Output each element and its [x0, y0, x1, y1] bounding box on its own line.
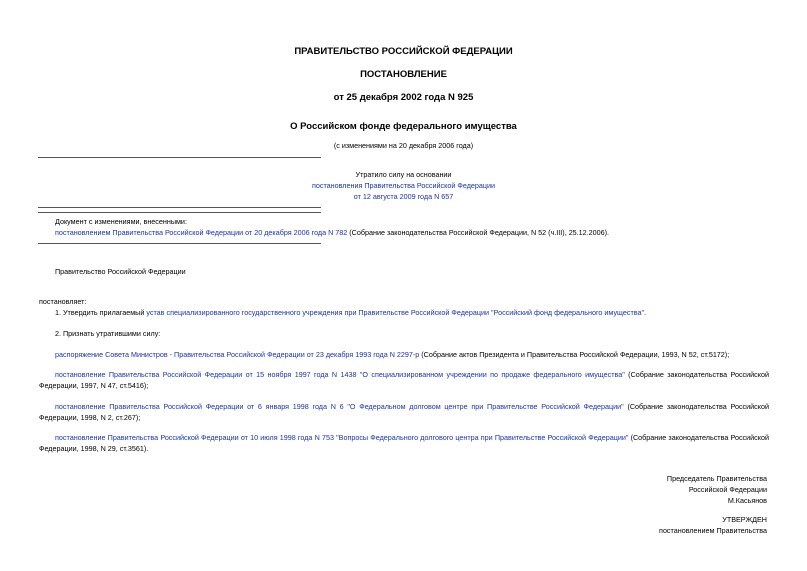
- date-number-heading: от 25 декабря 2002 года N 925: [333, 92, 474, 103]
- divider: [38, 207, 321, 208]
- item-2: 2. Признать утратившими силу:: [55, 329, 161, 338]
- divider: [38, 243, 321, 244]
- government-text: Правительство Российской Федерации: [55, 267, 186, 276]
- signature-name: М.Касьянов: [727, 496, 767, 505]
- signature-country: Российской Федерации: [688, 485, 767, 494]
- repealed-item-3: постановление Правительства Российской Федерации от 6 января 1998 года N 6 "О Федеральном долговом центре при Правительстве Российской Федерации" (Собрание законодательства Российской Федерации, 1998, N 2, ст.267);: [39, 402, 769, 422]
- changes-note: (с изменениями на 20 декабря 2006 года): [333, 141, 474, 150]
- repealed-item-4: постановление Правительства Российской Федерации от 10 июля 1998 года N 753 "Вопросы Федерального долгового центра при Правительстве Российской Федерации" (Собрание законодательства Российской Федерации, 1998, N 29, ст.3561).: [39, 433, 770, 453]
- divider: [38, 157, 321, 158]
- decrees-text: постановляет:: [39, 297, 87, 306]
- repealed-item-1: распоряжение Совета Министров - Правительства Российской Федерации от 23 декабря 1993 года N 2297-р (Собрание актов Президента и Правительства Российской Федерации, 1993, N 52, ст.5172);: [55, 350, 730, 359]
- signature-position: Председатель Правительства: [666, 474, 767, 483]
- government-heading: ПРАВИТЕЛЬСТВО РОССИЙСКОЙ ФЕДЕРАЦИИ: [294, 46, 513, 57]
- repealed-item-2: постановление Правительства Российской Федерации от 15 ноября 1997 года N 1438 "О специализированном учреждении по продаже федерального имущества" (Собрание законодательства Российской Федерации, 1997, N 47, ст.5416);: [39, 370, 770, 390]
- charter-link[interactable]: устав специализированного государственного учреждения при Правительстве Российской Федерации "Российский фонд федерального имущества": [146, 308, 645, 317]
- signature-block: [667, 473, 767, 506]
- repeal-link-line1[interactable]: постановления Правительства Российской Федерации: [311, 181, 496, 190]
- item-1: 1. Утвердить прилагаемый устав специализированного государственного учреждения при Правительстве Российской Федерации "Российский фонд федерального имущества".: [55, 308, 647, 317]
- repealed-link-1[interactable]: распоряжение Совета Министров - Правительства Российской Федерации от 23 декабря 1993 года N 2297-р: [55, 350, 420, 359]
- repeal-link-line2[interactable]: от 12 августа 2009 года N 657: [353, 192, 454, 201]
- divider: [38, 212, 321, 213]
- amendment-source: (Собрание законодательства Российской Федерации, N 52 (ч.III), 25.12.2006).: [347, 228, 610, 237]
- doc-type-heading: ПОСТАНОВЛЕНИЕ: [360, 69, 447, 80]
- repealed-link-3[interactable]: постановление Правительства Российской Федерации от 6 января 1998 года N 6 "О Федеральном долговом центре при Правительстве Российской Федерации": [55, 402, 624, 411]
- approved-block: [659, 514, 767, 536]
- amendment-link[interactable]: постановлением Правительства Российской Федерации от 20 декабря 2006 года N 782: [55, 228, 348, 237]
- repealed-link-4[interactable]: постановление Правительства Российской Федерации от 10 июля 1998 года N 753 "Вопросы Федерального долгового центра при Правительстве Российской Федерации": [55, 433, 629, 442]
- repeal-text: Утратило силу на основании: [355, 170, 452, 179]
- amendments-intro: Документ с изменениями, внесенными:: [55, 217, 187, 226]
- approved-by: постановлением Правительства: [659, 526, 767, 535]
- approved-title: УТВЕРЖДЕН: [722, 515, 767, 524]
- document-title: О Российском фонде федерального имущества: [290, 121, 517, 132]
- repealed-link-2[interactable]: постановление Правительства Российской Федерации от 15 ноября 1997 года N 1438 "О специализированном учреждении по продаже федерального имущества": [55, 370, 625, 379]
- amendments-line: [55, 227, 775, 238]
